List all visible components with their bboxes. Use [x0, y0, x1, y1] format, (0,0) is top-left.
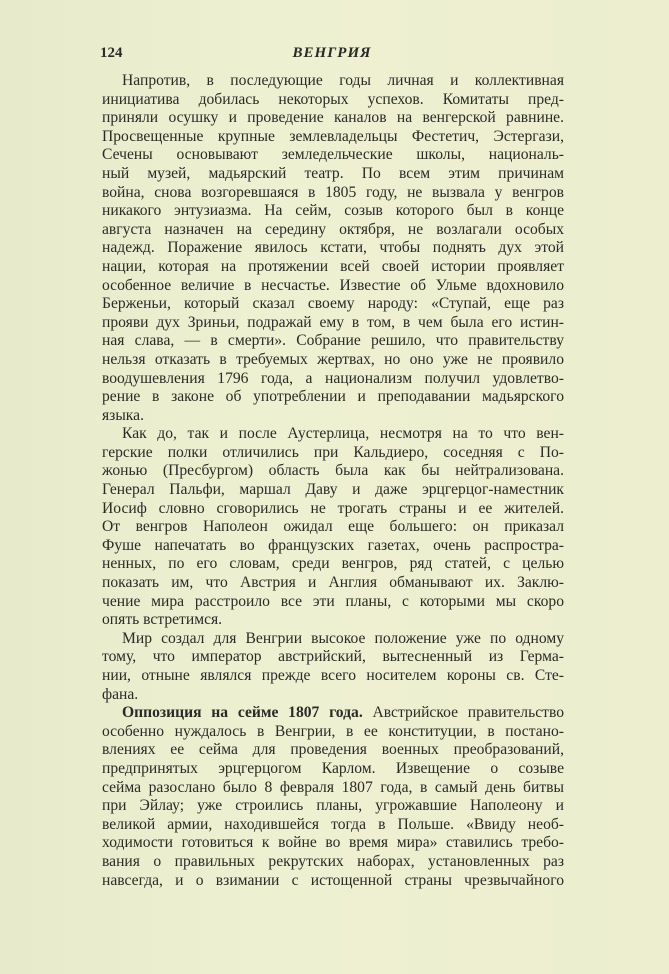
- text-line: нии, отныне являлся прежде всего носителем короны св. Сте-: [102, 667, 564, 684]
- text-line: От венгров Наполеон ожидал еще большего: он приказал: [102, 518, 564, 536]
- text-line: навсегда, и о взимании с истощенной страны чрезвычайного: [102, 871, 564, 889]
- text-line: тому, что император австрийский, вытесненный из Герма-: [102, 648, 564, 666]
- text-line: Генерал Пальфи, маршал Даву и даже эрцгерцог-наместник: [102, 481, 564, 499]
- text-line: чение мира расстроило все эти планы, с которыми мы скоро: [102, 592, 564, 610]
- text-line: нации, которая на протяжении всей своей истории проявляет: [102, 257, 564, 275]
- line-text: Австрийское правительство: [362, 704, 564, 722]
- text-line: Сечены основывают земледельческие школы, националь-: [102, 146, 564, 164]
- text-line: приняли осушку и проведение каналов на венгерской равнине.: [102, 109, 564, 127]
- page-body: [102, 72, 564, 890]
- text-line: ный музей, мадьярский театр. По всем этим причинам: [102, 164, 564, 182]
- page-number: 124: [100, 45, 123, 61]
- paragraph: [102, 704, 564, 890]
- text-line: влениях ее сейма для проведения военных преобразований,: [102, 741, 564, 759]
- text-line: предпринятых эрцгерцогом Карлом. Извещение о созыве: [102, 759, 564, 777]
- text-line: [102, 704, 564, 723]
- text-line: вания о правильных рекрутских наборах, установленных раз: [102, 852, 564, 870]
- text-line: сейма разослано было 8 февраля 1807 года, в самый день битвы: [102, 778, 564, 796]
- text-line: Фуше напечатать во французских газетах, очень распростра-: [102, 536, 564, 554]
- text-line: жонью (Пресбургом) область была как бы нейтрализована.: [102, 462, 564, 480]
- running-head: ВЕНГРИЯ: [292, 45, 372, 61]
- text-line: никакого энтузиазма. На сейм, созыв которого был в конце: [102, 202, 564, 220]
- text-line: инициатива добилась некоторых успехов. Комитаты пред-: [102, 90, 564, 108]
- text-line: прояви дух Зриньи, подражай ему в том, в чем была его истин-: [102, 313, 564, 331]
- text-line: великой армии, находившейся тогда в Польше. «Ввиду необ-: [102, 815, 564, 833]
- text-line: Берженьи, который сказал своему народу: «Ступай, еще раз: [102, 295, 564, 313]
- page-header: [100, 45, 564, 65]
- text-line: Как до, так и после Аустерлица, несмотря на то что вен-: [122, 425, 564, 443]
- text-line: языка.: [102, 406, 144, 424]
- paragraph: [102, 72, 564, 425]
- text-line: нельзя отказать в требуемых жертвах, но оно уже не проявило: [102, 350, 564, 368]
- text-line: при Эйлау; уже строились планы, угрожавшие Наполеону и: [102, 797, 564, 815]
- text-line: ная слава, — в смерти». Собрание решило, что правительству: [102, 332, 564, 350]
- text-line: ненных, по его словам, среди венгров, ряд статей, с целью: [102, 555, 564, 573]
- text-line: ходимости готовиться к войне во время мира» ставились требо-: [102, 834, 564, 852]
- paragraph: [102, 630, 564, 704]
- paragraph: [102, 425, 564, 630]
- text-line: Просвещенные крупные землевладельцы Фестетич, Эстергази,: [102, 127, 564, 145]
- text-line: опять встретимся.: [102, 611, 223, 629]
- text-line: война, снова возгоревшаяся в 1805 году, не вызвала у венгров: [102, 183, 564, 201]
- text-line: Иосиф словно сговорились не трогать страны и ее жителей.: [102, 499, 564, 517]
- text-line: рение в законе об употреблении и преподавании мадьярского: [102, 388, 564, 406]
- text-line: фана.: [102, 685, 139, 703]
- text-line: показать им, что Австрия и Англия обманывают их. Заклю-: [102, 574, 564, 592]
- text-line: воодушевления 1796 года, а национализм получил удовлетво-: [102, 369, 564, 387]
- text-line: герские полки отличились при Кальдиеро, соседняя с По-: [102, 443, 564, 461]
- text-line: особенно нуждалось в Венгрии, в ее конституции, в постано-: [102, 722, 564, 740]
- text-line: особенное величие в несчастье. Известие об Ульме вдохновило: [102, 276, 564, 294]
- section-heading: Оппозиция на сейме 1807 года.: [122, 704, 363, 722]
- text-line: Мир создал для Венгрии высокое положение уже по одному: [122, 629, 564, 647]
- text-line: Напротив, в последующие годы личная и коллективная: [122, 72, 564, 89]
- text-line: августа назначен на середину октября, не возлагали особых: [102, 220, 564, 238]
- text-line: надежд. Поражение явилось кстати, чтобы поднять дух этой: [102, 239, 564, 257]
